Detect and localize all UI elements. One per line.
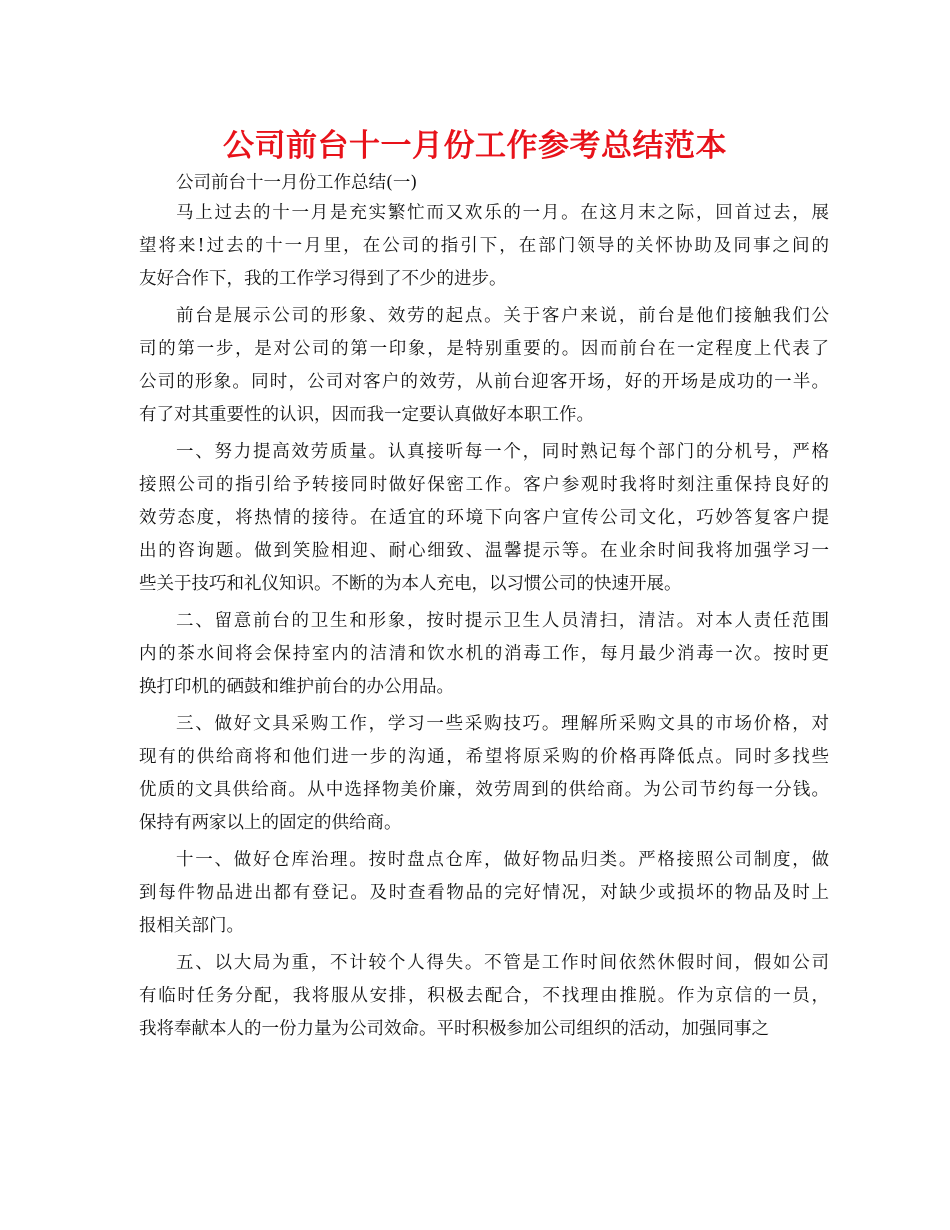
paragraph-line: 些关于技巧和礼仪知识。不断的为本人充电，以习惯公司的快速开展。 xyxy=(139,574,682,594)
paragraph xyxy=(139,844,829,943)
document-title: 公司前台十一月份工作参考总结范本 xyxy=(223,128,727,164)
paragraph-line: 有临时任务分配，我将服从安排，积极去配合，不找理由推脱。作为京信的一员， xyxy=(139,986,829,1006)
paragraph-line: 保持有两家以上的固定的供给商。 xyxy=(139,813,402,833)
paragraph-line: 十一、做好仓库治理。按时盘点仓库，做好物品归类。严格接照公司制度，做 xyxy=(176,850,829,870)
paragraph xyxy=(139,947,829,1046)
paragraph-line: 优质的文具供给商。从中选择物美价廉，效劳周到的供给商。为公司节约每一分钱。 xyxy=(139,780,829,800)
paragraph-line: 我将奉献本人的一份力量为公司效命。平时积极参加公司组织的活动，加强同事之 xyxy=(139,1019,769,1039)
paragraph-line: 报相关部门。 xyxy=(139,916,244,936)
paragraph-line: 二、留意前台的卫生和形象，按时提示卫生人员清扫，清洁。对本人责任范围 xyxy=(176,611,829,631)
paragraph-line: 友好合作下，我的工作学习得到了不少的进步。 xyxy=(139,269,507,289)
paragraph-line: 一、努力提高效劳质量。认真接听每一个，同时熟记每个部门的分机号，严格 xyxy=(176,442,829,462)
paragraph-line: 出的咨询题。做到笑脸相迎、耐心细致、温馨提示等。在业余时间我将加强学习一 xyxy=(139,541,829,561)
paragraph-line: 效劳态度，将热情的接待。在适宜的环境下向客户宣传公司文化，巧妙答复客户提 xyxy=(139,508,829,528)
document-subtitle: 公司前台十一月份工作总结(一) xyxy=(176,173,418,193)
paragraph xyxy=(139,436,829,601)
paragraph xyxy=(139,300,829,432)
paragraph-line: 接照公司的指引给予转接同时做好保密工作。客户参观时我将时刻注重保持良好的 xyxy=(139,475,829,495)
paragraph-line: 公司的形象。同时，公司对客户的效劳，从前台迎客开场，好的开场是成功的一半。 xyxy=(139,372,829,392)
paragraph-line: 望将来!过去的十一月里，在公司的指引下，在部门领导的关怀协助及同事之间的 xyxy=(139,236,829,256)
paragraph-line: 司的第一步，是对公司的第一印象，是特别重要的。因而前台在一定程度上代表了 xyxy=(139,339,829,359)
paragraph xyxy=(139,197,829,296)
paragraph-line: 前台是展示公司的形象、效劳的起点。关于客户来说，前台是他们接触我们公 xyxy=(176,306,829,326)
paragraph-line: 到每件物品进出都有登记。及时查看物品的完好情况，对缺少或损坏的物品及时上 xyxy=(139,883,829,903)
paragraph-line: 内的茶水间将会保持室内的洁清和饮水机的消毒工作，每月最少消毒一次。按时更 xyxy=(139,644,829,664)
paragraph xyxy=(139,605,829,704)
paragraph-line: 马上过去的十一月是充实繁忙而又欢乐的一月。在这月末之际，回首过去，展 xyxy=(176,203,829,223)
document-body xyxy=(139,197,829,1050)
paragraph-line: 换打印机的硒鼓和维护前台的办公用品。 xyxy=(139,677,454,697)
paragraph-line: 五、以大局为重，不计较个人得失。不管是工作时间依然休假时间，假如公司 xyxy=(176,953,829,973)
paragraph-line: 有了对其重要性的认识，因而我一定要认真做好本职工作。 xyxy=(139,405,594,425)
paragraph-line: 现有的供给商将和他们进一步的沟通，希望将原采购的价格再降低点。同时多找些 xyxy=(139,747,829,767)
paragraph xyxy=(139,708,829,840)
paragraph-line: 三、做好文具采购工作，学习一些采购技巧。理解所采购文具的市场价格，对 xyxy=(176,714,829,734)
